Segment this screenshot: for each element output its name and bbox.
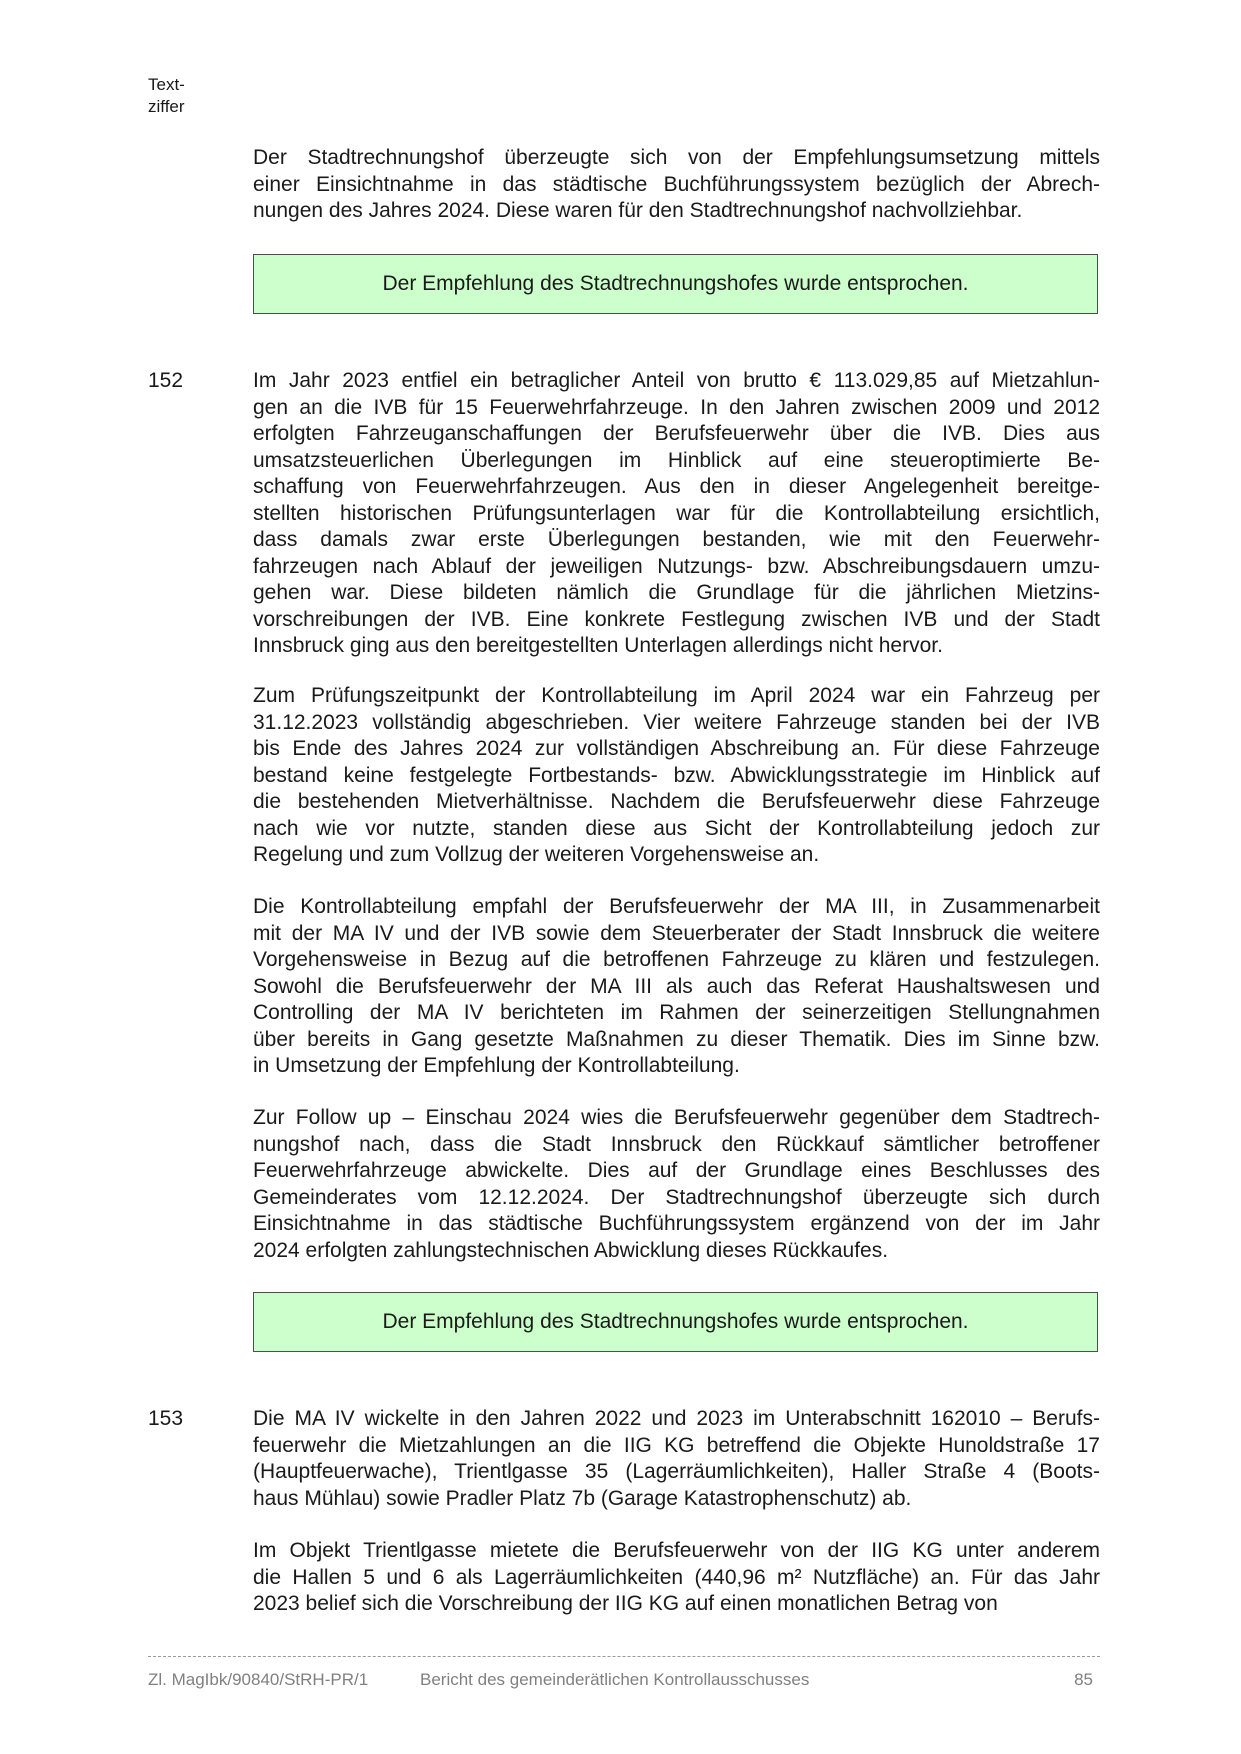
text-line: Zum Prüfungszeitpunkt der Kontrollabteilung im April 2024 war ein Fahrzeug per — [253, 684, 1100, 707]
result-box-2-text: Der Empfehlung des Stadtrechnungshofes wurde entsprochen. — [382, 1310, 969, 1333]
text-line: fahrzeugen nach Ablauf der jeweiligen Nutzungs- bzw. Abschreibungsdauern umzu- — [253, 554, 1100, 578]
intro-paragraph — [253, 145, 1100, 225]
section-152-paragraph-1 — [253, 368, 1100, 660]
text-line: gen an die IVB für 15 Feuerwehrfahrzeuge. In den Jahren zwischen 2009 und 2012 — [253, 395, 1100, 419]
section-number-152: 152 — [148, 369, 184, 392]
text-line: Vorgehensweise in Bezug auf die betroffenen Fahrzeuge zu klären und festzulegen. — [253, 948, 1100, 971]
text-line: bestand keine festgelegte Fortbestands- bzw. Abwicklungsstrategie im Hinblick auf — [253, 763, 1100, 787]
text-line: nach wie vor nutzte, standen diese aus Sicht der Kontrollabteilung jedoch zur — [253, 816, 1100, 840]
text-line: die Hallen 5 und 6 als Lagerräumlichkeiten (440,96 m² Nutzfläche) an. Für das Jahr — [253, 1565, 1100, 1589]
text-line: 2023 belief sich die Vorschreibung der IIG KG auf einen monatlichen Betrag von — [253, 1592, 998, 1615]
text-line: (Hauptfeuerwache), Trientlgasse 35 (Lagerräumlichkeiten), Haller Straße 4 (Boots- — [253, 1460, 1100, 1483]
text-line: Sowohl die Berufsfeuerwehr der MA III als auch das Referat Haushaltswesen und — [253, 974, 1100, 998]
text-line: Der Stadtrechnungshof überzeugte sich von der Empfehlungsumsetzung mittels — [253, 146, 1100, 169]
text-line: die bestehenden Mietverhältnisse. Nachdem die Berufsfeuerwehr diese Fahrzeuge — [253, 790, 1100, 813]
text-line: gehen war. Diese bildeten nämlich die Grundlage für die jährlichen Mietzins- — [253, 581, 1100, 604]
text-line: 2024 erfolgten zahlungstechnischen Abwicklung dieses Rückkaufes. — [253, 1238, 889, 1262]
text-line: einer Einsichtnahme in das städtische Buchführungssystem bezüglich der Abrech- — [253, 172, 1100, 196]
result-box-1 — [253, 254, 1098, 314]
result-box-1-text: Der Empfehlung des Stadtrechnungshofes wurde entsprochen. — [382, 272, 969, 295]
text-line: Innsbruck ging aus den bereitgestellten Unterlagen allerdings nicht hervor. — [253, 634, 943, 657]
text-line: Feuerwehrfahrzeuge abwickelte. Dies auf der Grundlage eines Beschlusses des — [253, 1159, 1100, 1182]
section-152-paragraph-4 — [253, 1105, 1100, 1264]
footer-reference: Zl. MagIbk/90840/StRH-PR/1 — [148, 1670, 369, 1689]
section-153-paragraph-2 — [253, 1538, 1100, 1618]
text-line: haus Mühlau) sowie Pradler Platz 7b (Garage Katastrophenschutz) ab. — [253, 1486, 912, 1510]
text-line: Regelung und zum Vollzug der weiteren Vorgehensweise an. — [253, 843, 820, 866]
text-line: vorschreibungen der IVB. Eine konkrete Festlegung zwischen IVB und der Stadt — [253, 607, 1100, 631]
text-line: Controlling der MA IV berichteten im Rahmen der seinerzeitigen Stellungnahmen — [253, 1001, 1100, 1024]
text-line: umsatzsteuerlichen Überlegungen im Hinblick auf eine steueroptimierte Be- — [253, 448, 1100, 472]
text-line: erfolgten Fahrzeuganschaffungen der Berufsfeuerwehr über die IVB. Dies aus — [253, 422, 1100, 445]
margin-label-line-1: Text- — [148, 75, 185, 94]
section-153-paragraph-1 — [253, 1406, 1100, 1512]
text-line: in Umsetzung der Empfehlung der Kontrollabteilung. — [253, 1054, 740, 1077]
text-line: 31.12.2023 vollständig abgeschrieben. Vier weitere Fahrzeuge standen bei der IVB — [253, 710, 1100, 734]
text-line: Im Objekt Trientlgasse mietete die Berufsfeuerwehr von der IIG KG unter anderem — [253, 1539, 1100, 1562]
section-number-153: 153 — [148, 1407, 184, 1430]
footer-page-number: 85 — [1074, 1670, 1093, 1689]
text-line: schaffung von Feuerwehrfahrzeugen. Aus den in dieser Angelegenheit bereitge- — [253, 475, 1100, 498]
text-line: dass damals zwar erste Überlegungen bestanden, wie mit den Feuerwehr- — [253, 528, 1100, 551]
text-line: nungshof nach, dass die Stadt Innsbruck den Rückkauf sämtlicher betroffener — [253, 1132, 1100, 1156]
text-line: Einsichtnahme in das städtische Buchführungssystem ergänzend von der im Jahr — [253, 1212, 1100, 1235]
margin-label-line-2: ziffer — [148, 97, 185, 116]
text-line: mit der MA IV und der IVB sowie dem Steuerberater der Stadt Innsbruck die weitere — [253, 921, 1100, 945]
footer-divider — [148, 1656, 1100, 1657]
text-line: Im Jahr 2023 entfiel ein betraglicher Anteil von brutto € 113.029,85 auf Mietzahlun- — [253, 369, 1100, 392]
text-line: feuerwehr die Mietzahlungen an die IIG KG betreffend die Objekte Hunoldstraße 17 — [253, 1433, 1100, 1457]
text-line: Zur Follow up – Einschau 2024 wies die Berufsfeuerwehr gegenüber dem Stadtrech- — [253, 1106, 1100, 1129]
section-152-paragraph-3 — [253, 894, 1100, 1080]
text-line: nungen des Jahres 2024. Diese waren für den Stadtrechnungshof nachvollziehbar. — [253, 199, 1023, 222]
text-line: stellten historischen Prüfungsunterlagen war für die Kontrollabteilung ersichtlich, — [253, 501, 1100, 525]
text-line: Die MA IV wickelte in den Jahren 2022 und 2023 im Unterabschnitt 162010 – Berufs- — [253, 1407, 1100, 1430]
footer-title: Bericht des gemeinderätlichen Kontrollausschusses — [420, 1670, 810, 1689]
text-line: Gemeinderates vom 12.12.2024. Der Stadtrechnungshof überzeugte sich durch — [253, 1185, 1100, 1209]
text-line: Die Kontrollabteilung empfahl der Berufsfeuerwehr der MA III, in Zusammenarbeit — [253, 895, 1100, 918]
result-box-2 — [253, 1292, 1098, 1352]
margin-label-textziffer — [148, 74, 185, 118]
section-152-paragraph-2 — [253, 683, 1100, 869]
text-line: bis Ende des Jahres 2024 zur vollständigen Abschreibung an. Für diese Fahrzeuge — [253, 737, 1100, 760]
text-line: über bereits in Gang gesetzte Maßnahmen zu dieser Thematik. Dies im Sinne bzw. — [253, 1027, 1100, 1051]
